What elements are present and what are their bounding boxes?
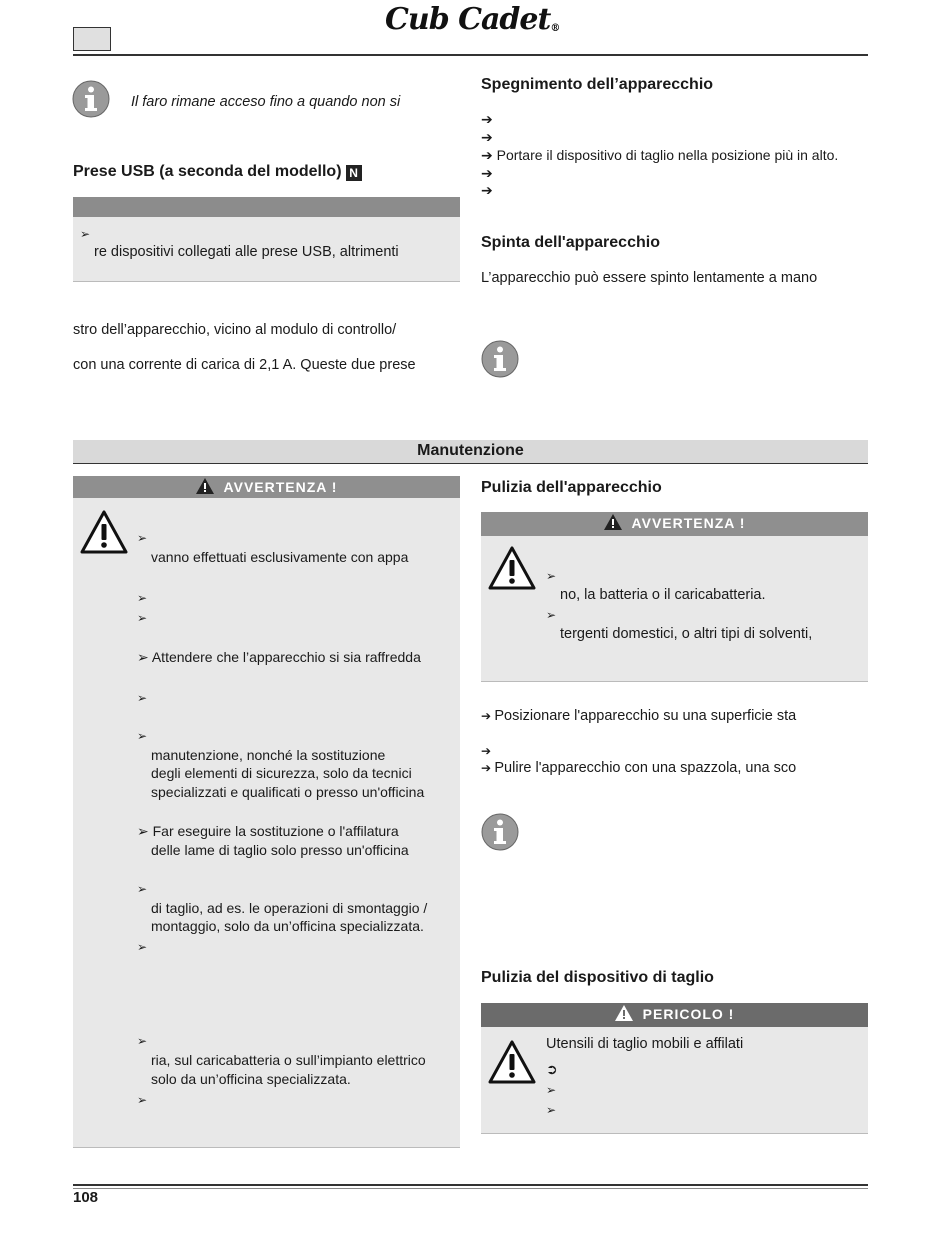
usb-heading-text: Prese USB (a seconda del modello) [73,163,342,180]
danger-bullet: ➢ [546,1083,557,1097]
shutdown-step-1 [481,111,493,128]
cleaning-heading: Pulizia dell'apparecchio [481,479,662,496]
usb-note-header-bar [73,197,460,217]
warning-bullet: ➢ [137,591,148,605]
brand-registered: ® [550,23,560,34]
cleaning-warning-bullet: ➢ [546,569,557,583]
shutdown-step-2 [481,129,493,146]
info-icon [72,80,110,123]
danger-rule [481,1133,868,1134]
shutdown-step-5 [481,182,493,199]
arrow-icon: ➔ [481,111,493,127]
cleaning-warning-label: AVVERTENZA ! [631,515,746,531]
danger-bullet: ➢ [546,1103,557,1117]
warning-line: ➢ Attendere che l’apparecchio si sia raffredda [137,649,421,665]
warning-triangle-icon [196,478,214,500]
footer-rule [73,1184,868,1186]
usb-heading [73,163,362,181]
warning-triangle-icon [488,1040,536,1089]
push-heading: Spinta dell'apparecchio [481,234,660,251]
arrow-icon: ➔ [481,744,492,758]
usb-note-text: re dispositivi collegati alle prese USB, altrimenti [94,244,399,260]
maintenance-warning-rule [73,1147,460,1148]
warning-line: ria, sul caricabatteria o sull’impianto elettrico [151,1052,426,1068]
warning-line: ➢ Far eseguire la sostituzione o l'affilatura [137,823,399,839]
arrow-icon: ➔ [481,129,493,145]
warning-bullet: ➢ [137,882,148,896]
danger-bullet: ➲ [546,1061,558,1077]
usb-note-rule [73,281,460,282]
info-text: Il faro rimane acceso fino a quando non si [131,94,401,110]
arrow-icon: ➔ [481,761,495,775]
warning-line: vanno effettuati esclusivamente con appa [151,549,409,565]
blade-cleaning-heading: Pulizia del dispositivo di taglio [481,969,714,986]
cleaning-warning-line: tergenti domestici, o altri tipi di solventi, [560,626,813,642]
info-icon [481,340,519,383]
brand-name: Cub Cadet [385,2,551,37]
cleaning-warning-bullet: ➢ [546,608,557,622]
arrow-icon: ➔ [481,709,495,723]
model-badge: N [346,165,362,181]
warning-line: manutenzione, nonché la sostituzione [151,747,386,763]
brand-logo [385,2,565,38]
usb-paragraph-line-1: stro dell’apparecchio, vicino al modulo di controllo/ [73,322,397,338]
warning-bullet: ➢ [137,940,148,954]
danger-label: PERICOLO ! [642,1006,735,1022]
warning-line: degli elementi di sicurezza, solo da tecnici [151,765,412,781]
shutdown-heading: Spegnimento dell’apparecchio [481,76,714,93]
shutdown-step-4 [481,165,493,182]
warning-bullet: ➢ [137,1034,148,1048]
warning-bullet: ➢ [137,691,148,705]
maintenance-band: Manutenzione [73,440,868,464]
warning-triangle-icon [615,1005,633,1027]
warning-triangle-icon [80,510,128,559]
cleaning-warning-line: no, la batteria o il caricabatteria. [560,587,766,603]
warning-bar [73,476,460,498]
usb-note-bullet: ➢ [80,227,91,241]
warning-line: di taglio, ad es. le operazioni di smontaggio / [151,900,428,916]
header-box [73,27,111,51]
warning-bullet: ➢ [137,531,148,545]
warning-bullet: ➢ [137,1093,148,1107]
cleaning-warning-bar [481,512,868,536]
warning-bullet: ➢ [137,729,148,743]
danger-text: Utensili di taglio mobili e affilati [546,1036,744,1052]
warning-line: specializzati e qualificati o presso un'officina [151,784,425,800]
cleaning-step-3: ➔ Pulire l'apparecchio con una spazzola, una sco [481,760,797,776]
usb-paragraph-line-2: con una corrente di carica di 2,1 A. Queste due prese [73,357,416,373]
info-icon [481,813,519,856]
shutdown-step-3: ➔ Portare il dispositivo di taglio nella posizione più in alto. [481,147,839,163]
cleaning-step-1: ➔ Posizionare l'apparecchio su una superficie sta [481,708,797,724]
warning-bullet: ➢ [137,611,148,625]
cleaning-step-2 [481,742,491,760]
warning-triangle-icon [604,514,622,536]
arrow-icon: ➔ [481,147,497,163]
cleaning-warning-rule [481,681,868,682]
page-number: 108 [73,1189,99,1206]
warning-line: montaggio, solo da un’officina specializzata. [151,918,424,934]
push-text: L’apparecchio può essere spinto lentamente a mano [481,270,818,286]
danger-bar [481,1003,868,1027]
cleaning-warning-box [481,536,868,681]
arrow-icon: ➔ [481,182,493,198]
footer-rule-thin [73,1188,868,1189]
arrow-icon: ➔ [481,165,493,181]
header-rule [73,54,868,56]
warning-line: solo da un’officina specializzata. [151,1071,351,1087]
warning-triangle-icon [488,546,536,595]
warning-label: AVVERTENZA ! [223,479,338,495]
warning-line: delle lame di taglio solo presso un'officina [151,842,409,858]
